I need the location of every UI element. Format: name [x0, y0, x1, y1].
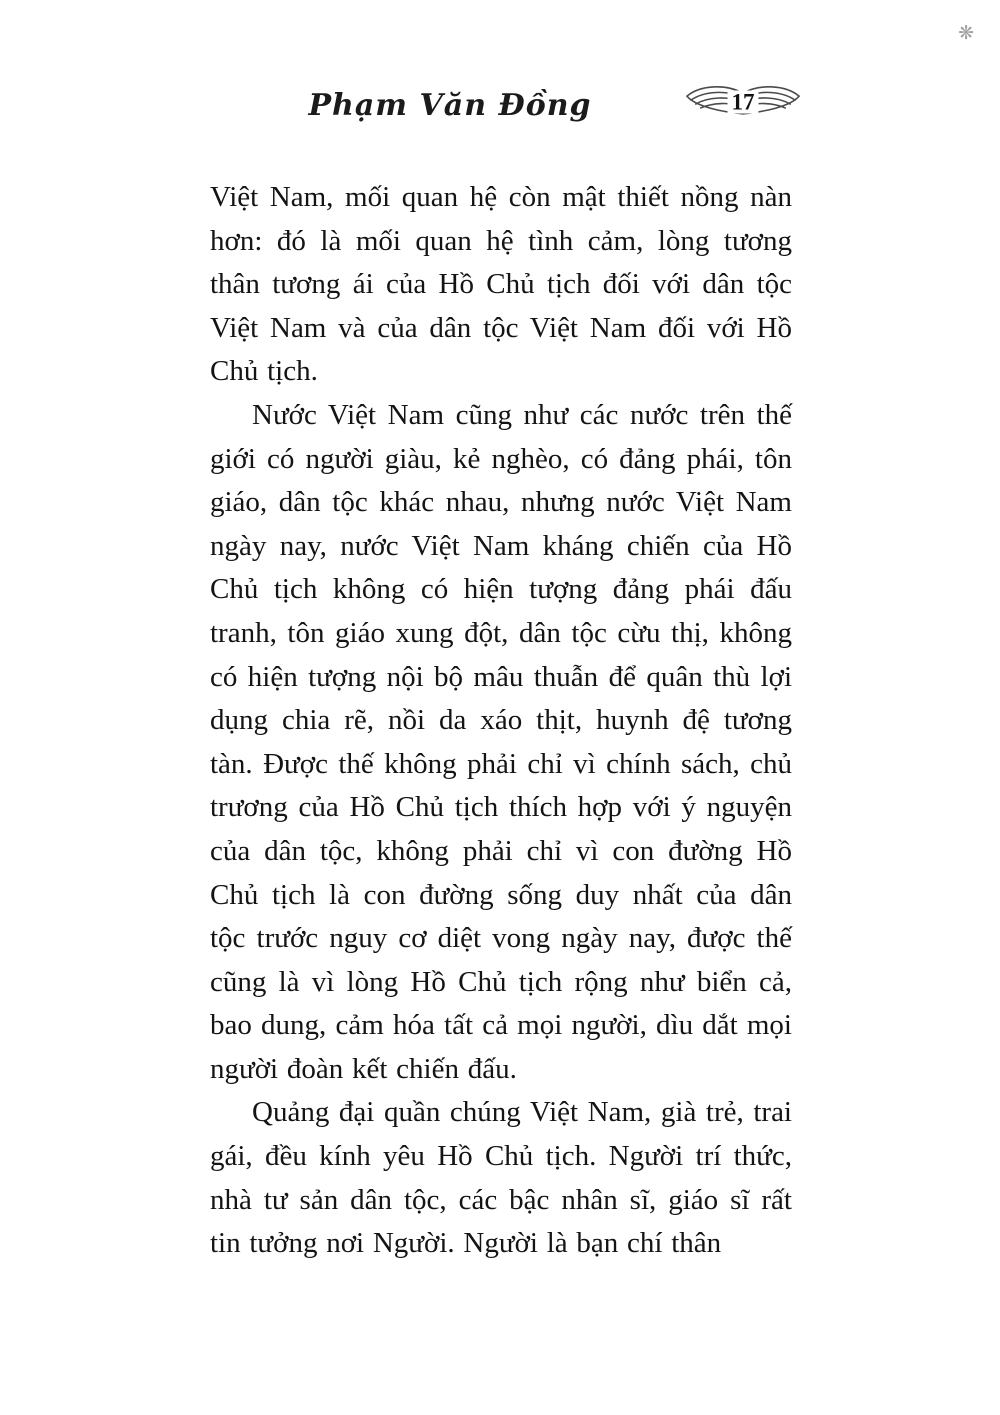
paragraph: Việt Nam, mối quan hệ còn mật thiết nồng nàn hơn: đó là mối quan hệ tình cảm, lòng tương thân tương ái của Hồ Chủ tịch đối với dân tộc Việt Nam và của dân tộc Việt Nam đối với Hồ Chủ tịch.: [210, 181, 792, 388]
page-body: [210, 176, 792, 1266]
corner-ornament-icon: ❋: [958, 23, 974, 44]
paragraph: Nước Việt Nam cũng như các nước trên thế giới có người giàu, kẻ nghèo, có đảng phái, tôn giáo, dân tộc khác nhau, nhưng nước Việt Nam ngày nay, nước Việt Nam kháng chiến của Hồ Chủ tịch không có hiện tượng đảng phái đấu tranh, tôn giáo xung đột, dân tộc cừu thị, không có hiện tượng nội bộ mâu thuẫn để quân thù lợi dụng chia rẽ, nồi da xáo thịt, huynh đệ tương tàn. Được thế không phải chỉ vì chính sách, chủ trương của Hồ Chủ tịch thích hợp với ý nguyện của dân tộc, không phải chỉ vì con đường Hồ Chủ tịch là con đường sống duy nhất của dân tộc trước nguy cơ diệt vong ngày nay, được thế cũng là vì lòng Hồ Chủ tịch rộng như biển cả, bao dung, cảm hóa tất cả mọi người, dìu dắt mọi người đoàn kết chiến đấu.: [210, 398, 792, 1085]
open-book-ornament: [684, 80, 802, 132]
page-header: [210, 88, 790, 140]
running-header-author: Phạm Văn Đồng: [308, 88, 592, 123]
page-number: 17: [728, 90, 759, 113]
paragraph: Quảng đại quần chúng Việt Nam, già trẻ, trai gái, đều kính yêu Hồ Chủ tịch. Người trí thức, nhà tư sản dân tộc, các bậc nhân sĩ, giáo sĩ rất tin tưởng nơi Người. Người là bạn chí thân: [210, 1096, 792, 1260]
